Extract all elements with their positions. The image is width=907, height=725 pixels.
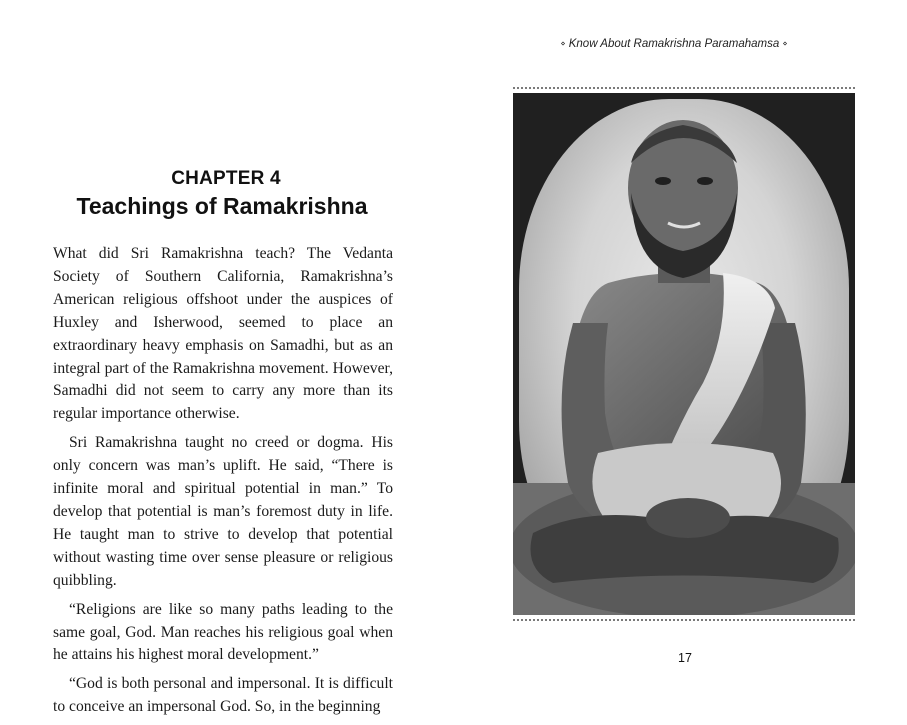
paragraph: Sri Ramakrishna taught no creed or dogma. His only concern was man’s uplift. He said, “There is infinite moral and spiritual potential in man.” To develop that potential is man’s foremost duty in life. He taught man to strive to develop that potential without wasting time over sense pleasure or religious quibbling.: [53, 434, 393, 589]
chapter-title: Teachings of Ramakrishna: [76, 193, 368, 219]
paragraph: What did Sri Ramakrishna teach? The Vedanta Society of Southern California, Ramakrishna’s American religious offshoot under the auspices of Huxley and Isherwood, seemed to place an extraordinary heavy emphasis on Samadhi, but as an integral part of the Ramakrishna movement. However, Samadhi did not seem to carry any more than its regular importance otherwise.: [53, 245, 393, 423]
dotted-rule-top: [512, 87, 856, 89]
paragraph: “Religions are like so many paths leading to the same goal, God. Man reaches his religious goal when he attains his highest moral development.”: [53, 600, 393, 664]
photo-frame: [512, 87, 856, 621]
diamond-ornament-icon: ⋄: [782, 39, 788, 48]
diamond-ornament-icon: ⋄: [560, 39, 566, 48]
body-text: [53, 243, 393, 725]
page-number: 17: [678, 651, 692, 665]
running-header-title: Know About Ramakrishna Paramahamsa: [568, 38, 780, 50]
chapter-number: CHAPTER 4: [171, 168, 281, 189]
portrait-photo: [513, 93, 855, 615]
running-header: [540, 38, 808, 50]
paragraph: “God is both personal and impersonal. It is difficult to conceive an impersonal God. So, in the beginning: [53, 675, 393, 716]
dotted-rule-bottom: [512, 619, 856, 621]
